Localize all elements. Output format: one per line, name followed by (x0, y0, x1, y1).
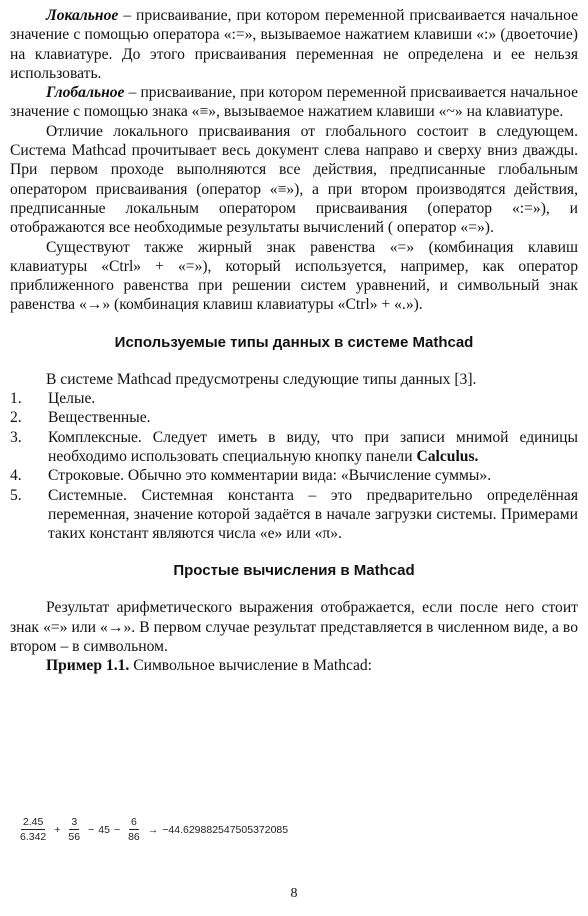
term-global: Глобальное (46, 84, 125, 102)
paragraph-global-assignment (10, 83, 578, 122)
fraction-numerator: 6 (131, 816, 137, 828)
heading-simple-calculations: Простые вычисления в Mathcad (173, 562, 415, 580)
fraction-2 (66, 816, 82, 843)
list-text: Целые. (48, 390, 96, 408)
term-local: Локальное (46, 7, 119, 24)
list-number: 5. (10, 486, 22, 504)
page-number: 8 (290, 886, 298, 901)
list-item (10, 389, 578, 408)
list-text: Вещественные. (48, 409, 151, 427)
example-label: Пример 1.1. (46, 657, 130, 675)
fraction-numerator: 2.45 (22, 816, 44, 828)
fraction-denominator: 86 (128, 831, 140, 843)
page-body (10, 6, 578, 676)
list-item (10, 486, 578, 544)
fraction-denominator: 56 (68, 831, 81, 843)
list-number: 4. (10, 467, 22, 485)
paragraph-result-display: Результат арифметического выражения отображается, если после него стоит знак «=» или «→». В первом случае результат представляется в численном виде, а во втором – в символьном. (10, 599, 578, 656)
paragraph-difference: Отличие локального присваивания от глобального состоит в следующем. Система Mathcad прочитывает весь документ слева направо и сверху вниз дважды. При первом проходе выполняются все действия, предписанные глобальным оператором присваивания (оператор «≡»), а при втором производятся действия, предписанные локальным оператором присваивания (оператор «:=»), и отображаются все необходимые результаты вычислений ( оператор «=»). (10, 122, 578, 237)
list-item (10, 428, 578, 467)
types-list (10, 389, 578, 543)
symbolic-arrow: → (147, 823, 159, 836)
plus-sign: + (54, 823, 61, 836)
list-number: 1. (10, 390, 22, 408)
paragraph-types-intro: В системе Mathcad предусмотрены следующие типы данных [3]. (46, 370, 477, 388)
list-text: Системные. Системная константа – это предварительно определённая переменная, значение которой задаётся в начале загрузки системы. Примерами таких констант являются числа «e» или «π». (48, 486, 578, 543)
fraction-numerator: 3 (71, 816, 78, 828)
minus-sign: − (113, 823, 121, 836)
fraction-1 (18, 816, 48, 843)
global-definition: – присваивание, при котором переменной присваивается начальное значение с помощью знака «≡», вызываемое нажатием клавиши «~» на клавиатуре. (10, 84, 578, 121)
minus-sign: − (88, 823, 95, 836)
constant-term: 45 (98, 823, 110, 836)
mathcad-formula (16, 816, 288, 843)
list-item (10, 466, 578, 485)
paragraph-bold-equal: Существуют также жирный знак равенства «=» (комбинация клавиш клавиатуры «Ctrl» + «=»), который используется, например, как оператор приближенного равенства при решении систем уравнений, и символьный знак равенства «→» (комбинация клавиш клавиатуры «Ctrl» + «.»). (10, 238, 578, 314)
local-definition: – присваивание, при котором переменной присваивается начальное значение с помощью оператора «:=», вызываемое нажатием клавиши «:» (двоеточие) на клавиатуре. До этого присваивания переменная не определена и ее нельзя использовать. (10, 7, 578, 82)
list-number: 2. (10, 409, 22, 427)
list-text: Комплексные. Следует иметь в виду, что при записи мнимой единицы необходимо использовать специальную кнопку панели (48, 428, 578, 465)
fraction-denominator: 6.342 (20, 831, 47, 843)
example-text: Символьное вычисление в Mathcad: (129, 657, 373, 675)
formula-result: −44.629882547505372085 (162, 823, 289, 836)
calculus-panel-name: Calculus. (416, 447, 479, 465)
list-number: 3. (10, 428, 22, 446)
paragraph-example (10, 656, 578, 675)
fraction-3 (126, 816, 142, 843)
paragraph-local-assignment (10, 6, 578, 83)
list-text: Строковые. Обычно это комментарии вида: «Вычисление суммы». (48, 467, 492, 485)
list-item (10, 408, 578, 427)
heading-data-types: Используемые типы данных в системе Mathcad (114, 333, 474, 351)
